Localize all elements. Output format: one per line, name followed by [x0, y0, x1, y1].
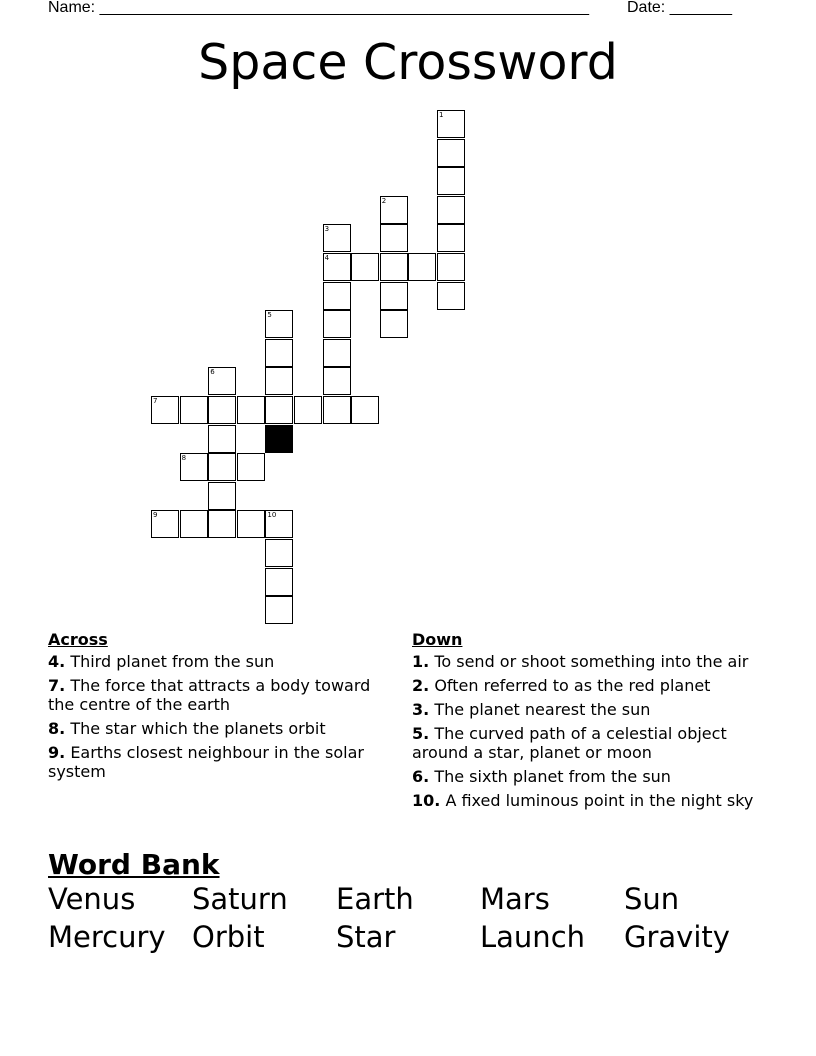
clue-number: 2. — [412, 676, 430, 695]
grid-cell[interactable] — [323, 396, 351, 424]
clue-text: Often referred to as the red planet — [434, 676, 711, 695]
clue-text: The star which the planets orbit — [70, 719, 326, 738]
cell-number: 10 — [267, 511, 277, 520]
grid-cell[interactable] — [408, 253, 436, 281]
cell-number: 8 — [181, 454, 187, 463]
black-cell — [265, 425, 293, 453]
grid-cell[interactable] — [380, 224, 408, 252]
grid-cell[interactable] — [265, 339, 293, 367]
clue-text: To send or shoot something into the air — [434, 652, 749, 671]
grid-cell[interactable] — [265, 539, 293, 567]
clue-number: 3. — [412, 700, 430, 719]
clue-text: A fixed luminous point in the night sky — [445, 791, 754, 810]
word-bank-title: Word Bank — [48, 848, 220, 881]
clue-down — [412, 724, 772, 762]
grid-cell[interactable] — [323, 282, 351, 310]
cell-number: 7 — [153, 397, 158, 405]
word-bank-word: Star — [336, 920, 396, 954]
clue-down — [412, 652, 772, 671]
word-bank — [48, 882, 768, 958]
clue-down — [412, 767, 772, 786]
grid-cell[interactable] — [294, 396, 322, 424]
across-heading: Across — [48, 630, 108, 649]
clue-down — [412, 676, 772, 695]
across-clues — [48, 630, 393, 786]
word-bank-word: Venus — [48, 882, 136, 916]
grid-cell[interactable] — [265, 396, 293, 424]
grid-cell[interactable] — [351, 253, 379, 281]
clue-text: The curved path of a celestial object around a star, planet or moon — [412, 724, 727, 762]
date-label: Date: _______ — [627, 0, 732, 16]
clue-text: The sixth planet from the sun — [434, 767, 671, 786]
clue-number: 4. — [48, 652, 66, 671]
clue-across — [48, 676, 393, 714]
grid-cell[interactable] — [180, 396, 208, 424]
clue-number: 8. — [48, 719, 66, 738]
word-bank-word: Orbit — [192, 920, 265, 954]
clue-number: 7. — [48, 676, 66, 695]
word-bank-word: Saturn — [192, 882, 288, 916]
grid-cell[interactable] — [265, 367, 293, 395]
word-bank-row — [48, 882, 768, 920]
word-bank-word: Mercury — [48, 920, 166, 954]
grid-cell[interactable] — [380, 253, 408, 281]
grid-cell[interactable] — [237, 396, 265, 424]
grid-cell[interactable] — [351, 396, 379, 424]
cell-number: 4 — [324, 254, 330, 262]
clue-across — [48, 743, 393, 781]
grid-cell[interactable] — [208, 396, 236, 424]
down-heading: Down — [412, 630, 463, 649]
word-bank-row — [48, 920, 768, 958]
cell-number: 1 — [439, 111, 444, 119]
clue-number: 1. — [412, 652, 430, 671]
page-title: Space Crossword — [198, 34, 618, 91]
cell-number: 6 — [210, 368, 215, 377]
clue-down — [412, 791, 772, 810]
grid-cell[interactable] — [237, 510, 265, 538]
grid-cell[interactable] — [437, 139, 465, 167]
grid-cell[interactable] — [437, 196, 465, 224]
word-bank-word: Sun — [624, 882, 680, 916]
clue-number: 10. — [412, 791, 441, 810]
down-clues — [412, 630, 772, 815]
clue-text: The planet nearest the sun — [434, 700, 651, 719]
cell-number: 5 — [267, 311, 272, 320]
word-bank-word: Mars — [480, 882, 550, 916]
grid-cell[interactable] — [208, 425, 236, 453]
clue-text: The force that attracts a body toward the centre of the earth — [48, 676, 371, 714]
clue-down — [412, 700, 772, 719]
grid-cell[interactable] — [437, 167, 465, 195]
grid-cell[interactable] — [208, 453, 236, 481]
word-bank-word: Gravity — [624, 920, 730, 954]
grid-cell[interactable] — [323, 339, 351, 367]
grid-cell[interactable] — [380, 282, 408, 310]
name-label: Name: _______________________________________________________ — [48, 0, 589, 16]
clue-number: 9. — [48, 743, 66, 762]
grid-cell[interactable] — [437, 253, 465, 281]
clue-number: 5. — [412, 724, 430, 743]
clue-number: 6. — [412, 767, 430, 786]
grid-cell[interactable] — [380, 310, 408, 338]
grid-cell[interactable] — [237, 453, 265, 481]
cell-number: 9 — [153, 511, 158, 520]
clue-across — [48, 652, 393, 671]
grid-cell[interactable] — [323, 367, 351, 395]
grid-cell[interactable] — [208, 510, 236, 538]
clue-text: Third planet from the sun — [70, 652, 275, 671]
grid-cell[interactable] — [180, 510, 208, 538]
grid-cell[interactable] — [323, 310, 351, 338]
grid-cell[interactable] — [265, 568, 293, 596]
clue-text: Earths closest neighbour in the solar system — [48, 743, 364, 781]
cell-number: 2 — [381, 196, 387, 205]
grid-cell[interactable] — [437, 224, 465, 252]
clue-across — [48, 719, 393, 738]
grid-cell[interactable] — [437, 282, 465, 310]
grid-cell[interactable] — [265, 596, 293, 624]
grid-cell[interactable] — [208, 482, 236, 510]
word-bank-word: Launch — [480, 920, 586, 954]
cell-number: 3 — [324, 225, 330, 234]
word-bank-word: Earth — [336, 882, 414, 916]
